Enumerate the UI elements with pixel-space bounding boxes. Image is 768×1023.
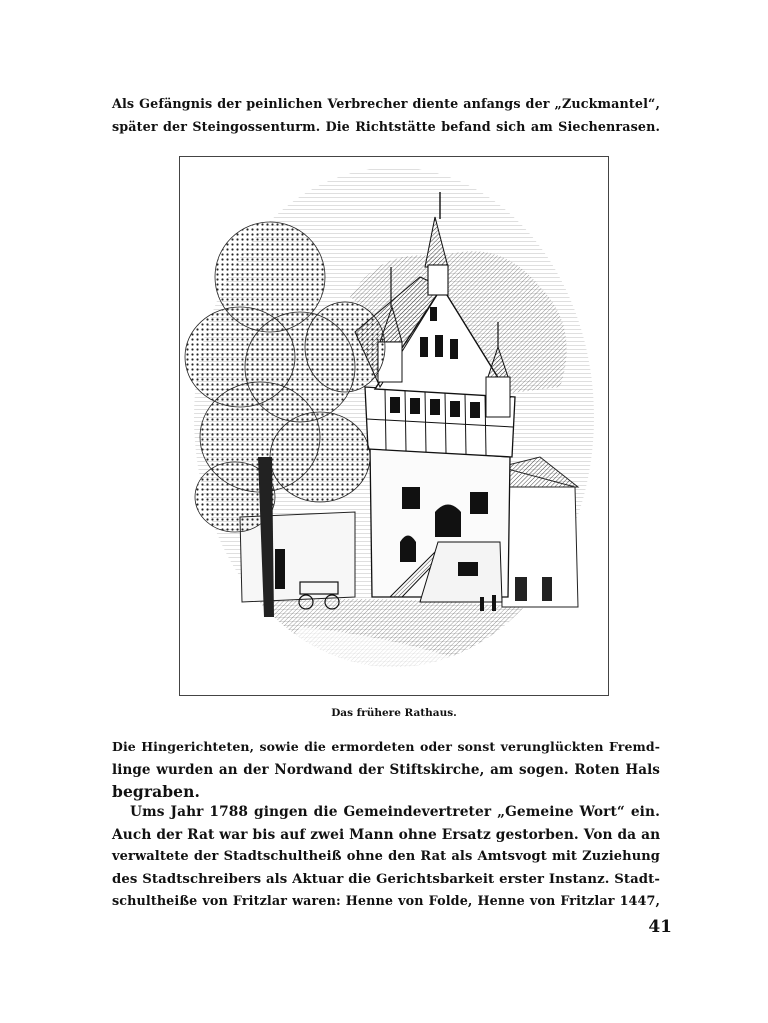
body-paragraph-1-line-2: linge wurden an der Nordwand der Stiftskirche, am sogen. Roten Hals xyxy=(112,761,660,778)
intro-line-1: Als Gefängnis der peinlichen Verbrecher diente anfangs der „Zuckmantel“, xyxy=(112,97,660,112)
body-paragraph-2-line-1: Ums Jahr 1788 gingen die Gemeindevertreter „Gemeine Wort“ ein. xyxy=(130,804,660,820)
body-paragraph-1-line-1: Die Hingerichteten, sowie die ermordeten oder sonst verunglückten Fremd- xyxy=(112,739,660,754)
body-paragraph-2 xyxy=(112,801,660,914)
intro-paragraph xyxy=(112,94,660,139)
body-paragraph-2-line-5: schultheiße von Fritzlar waren: Henne von Folde, Henne von Fritzlar 1447, xyxy=(112,894,660,909)
body-paragraph-1-line-3: begraben. xyxy=(112,782,201,801)
page-number: 41 xyxy=(648,917,672,937)
figure-caption: Das frühere Rathaus. xyxy=(331,707,457,719)
body-paragraph-2-line-3: verwaltete der Stadtschultheiß ohne den Rat als Amtsvogt mit Zuziehung xyxy=(112,849,660,864)
rathaus-illustration xyxy=(179,156,609,696)
body-paragraph-1 xyxy=(112,736,660,804)
engraving-image xyxy=(180,157,608,695)
body-paragraph-2-line-4: des Stadtschreibers als Aktuar die Gerichtsbarkeit erster Instanz. Stadt- xyxy=(112,871,660,887)
body-paragraph-2-line-2: Auch der Rat war bis auf zwei Mann ohne Ersatz gestorben. Von da an xyxy=(112,826,661,843)
intro-line-2: später der Steingossenturm. Die Richtstätte befand sich am Siechenrasen. xyxy=(112,119,660,135)
